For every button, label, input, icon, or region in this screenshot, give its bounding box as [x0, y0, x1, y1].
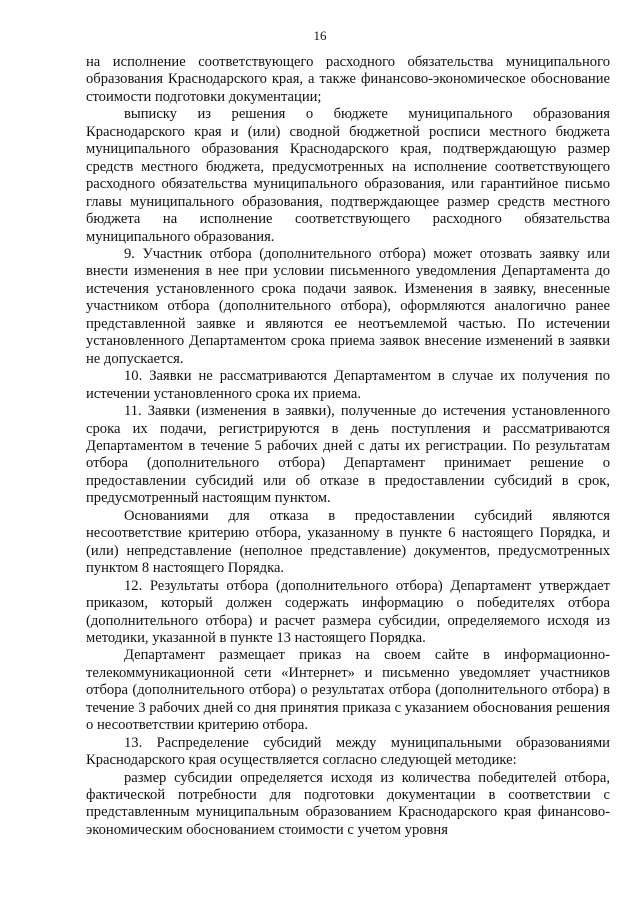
document-body	[86, 54, 610, 839]
paragraph-11: 11. Заявки (изменения в заявки), полученные до истечения установленного срока их подачи, регистрируются в день поступления и рассматриваются Департаментом в течение 5 рабочих дней с даты их регистрации. По результатам отбора (дополнительного отбора) Департамент принимает решение о предоставлении субсидий или об отказе в предоставлении субсидий в срок, предусмотренный настоящим пунктом.	[86, 403, 610, 507]
paragraph-10: 10. Заявки не рассматриваются Департаментом в случае их получения по истечении установленного срока их приема.	[86, 368, 610, 402]
paragraph-publication: Департамент размещает приказ на своем сайте в информационно-телекоммуникационной сети «Интернет» и письменно уведомляет участников отбора (дополнительного отбора) о результатах отбора (дополнительного отбора) в течение 3 рабочих дней со дня принятия приказа с указанием обоснования решения о несоответствии критерию отбора.	[86, 647, 610, 734]
paragraph-budget-extract: выписку из решения о бюджете муниципального образования Краснодарского края и (или) сводной бюджетной росписи местного бюджета муниципального образования Краснодарского края, подтверждающую размер средств местного бюджета, предусмотренных на исполнение соответствующего расходного обязательства муниципального образования, или гарантийное письмо главы муниципального образования, подтверждающее размер средств местного бюджета на исполнение соответствующего расходного обязательства муниципального образования.	[86, 106, 610, 245]
paragraph-continuation: на исполнение соответствующего расходного обязательства муниципального образования Краснодарского края, а также финансово-экономическое обоснование стоимости подготовки документации;	[86, 54, 610, 105]
page-number: 16	[313, 28, 327, 43]
paragraph-12: 12. Результаты отбора (дополнительного отбора) Департамент утверждает приказом, который должен содержать информацию о победителях отбора (дополнительного отбора) и расчет размера субсидии, определяемого исходя из методики, указанной в пункте 13 настоящего Порядка.	[86, 577, 610, 646]
paragraph-refusal-grounds: Основаниями для отказа в предоставлении субсидий являются несоответствие критерию отбора, указанному в пункте 6 настоящего Порядка, и (или) непредставление (неполное представление) документов, предусмотренных пунктом 8 настоящего Порядка.	[86, 507, 610, 577]
paragraph-13: 13. Распределение субсидий между муниципальными образованиями Краснодарского края осуществляется согласно следующей методике:	[86, 734, 610, 769]
paragraph-9: 9. Участник отбора (дополнительного отбора) может отозвать заявку или внести изменения в нее при условии письменного уведомления Департамента до истечения установленного срока подачи заявок. Изменения в заявку, внесенные участником отбора (дополнительного отбора), оформляются аналогично ранее представленной заявке и являются ее неотъемлемой частью. По истечении установленного Департаментом срока приема заявок внесение изменений в заявки не допускается.	[86, 245, 610, 367]
paragraph-subsidy-size: размер субсидии определяется исходя из количества победителей отбора, фактической потребности для подготовки документации в соответствии с представленным муниципальным образованием Краснодарского края финансово-экономическим обоснованием стоимости с учетом уровня	[86, 769, 610, 838]
